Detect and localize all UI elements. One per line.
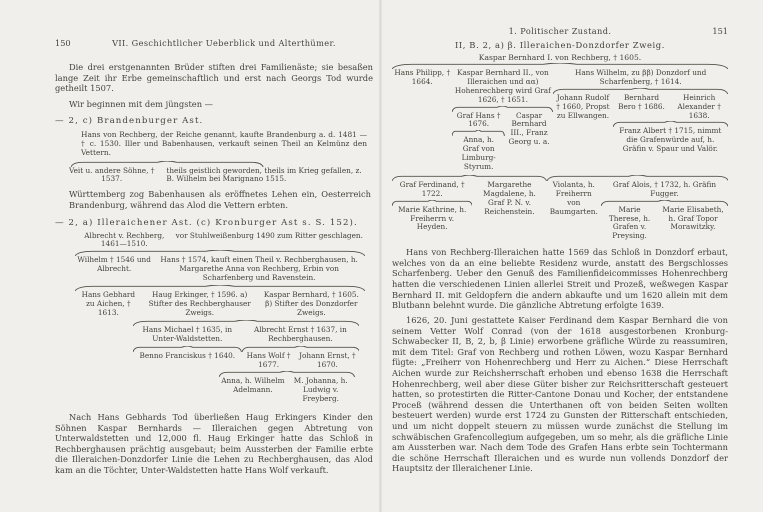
tree-cell-albrecht: Albrecht v. Rechberg, 1461—1510. bbox=[84, 230, 165, 249]
tree-cell-hans-wilhelm: Hans Wilhelm, zu ββ) Donzdorf und Scharfenberg, † 1614. bbox=[574, 68, 707, 86]
page-number-right: 151 bbox=[712, 26, 728, 36]
heading-illeraichener-ast: — 2, a) Illeraichener Ast. (c) Kronburger Ast s. S. 152). bbox=[55, 217, 358, 228]
tree-cell-haug-erkinger: Haug Erkinger, † 1596. a) Stifter des Rechberghauser Zweigs. bbox=[148, 290, 251, 317]
tree-cell-marie-kathrine: Marie Kathrine, h. Freiherrn v. Heyden. bbox=[398, 204, 467, 232]
tree-cell-graf-hans: Graf Hans † 1676. bbox=[456, 110, 501, 129]
right-page bbox=[392, 0, 728, 512]
tree-cell-albrecht-note: vor Stuhlweißenburg 1490 zum Ritter geschlagen. bbox=[175, 230, 363, 240]
tree-cell-anna-limburg-styrum: Anna, h. Graf von Limburg-Styrum. bbox=[461, 135, 496, 172]
tree-cell-hans-philipp: Hans Philipp, † 1664. bbox=[394, 68, 451, 86]
paragraph-nach-hans-gebhards-tod: Nach Hans Gebhards Tod überließen Haug Erkingers Kinder den Söhnen Kaspar Bernhards — Illeraichen gegen Abtretung von Unterwaldstetten und 12,000 fl. Haug Erkinger hatte das Schloß in Rechberghausen prächtig ausgebaut; beim Aussterben der Familie erbte die Illeraichen-Donzdorfer Linie die Lehen zu Rechberghausen, das Alod kam an die Töchter, Unter-Waldstetten hatte Hans Wolf verkauft. bbox=[55, 411, 373, 475]
tree-cell-anna-adelmann: Anna, h. Wilhelm Adelmann. bbox=[221, 376, 285, 395]
tree-cell-violanta: Violanta, h. Freiherrn von Baumgarten. bbox=[549, 179, 598, 216]
tree-cell-caspar-bernhard-iii: Caspar Bernhard III., Franz Georg u. a. bbox=[508, 110, 550, 147]
heading-brandenburger-ast: — 2, c) Brandenburger Ast. bbox=[55, 115, 204, 126]
tree-cell-kaspar-bernhard: Kaspar Bernhard, † 1605. β) Stifter des Donzdorfer Zweigs. bbox=[263, 290, 359, 317]
tree-cell-bernhard-bero: Bernhard Bero † 1686. bbox=[618, 92, 665, 111]
paragraph-wuerttemberg: Württemberg zog Babenhausen als eröffnetes Lehen ein, Oesterreich Brandenburg, während das Alod die Vettern erbten. bbox=[69, 189, 371, 210]
tree-root-kaspar-bernhard-i: Kaspar Bernhard I. von Rechberg, † 1605. bbox=[478, 53, 642, 62]
tree-cell-hans-michael: Hans Michael † 1635, in Unter-Waldstetten. bbox=[142, 324, 233, 343]
tree-cell-heinrich-alexander: Heinrich Alexander † 1638. bbox=[677, 92, 721, 120]
tree-cell-hans-wolf: Hans Wolf † 1677. bbox=[246, 351, 291, 370]
running-title-left: VII. Geschichtlicher Ueberblick und Alterthümer. bbox=[112, 38, 336, 48]
tree-cell-johann-rudolf: Johann Rudolf † 1660, Propst zu Ellwangen. bbox=[556, 92, 610, 120]
tree-cell-hans-1574: Hans † 1574, kauft einen Theil v. Rechberghausen, h. Margarethe Anna von Rechberg, Erbin von Scharfenberg und Ravenstein. bbox=[160, 255, 358, 283]
tree-cell-franz-albert: Franz Albert † 1715, nimmt die Grafenwürde auf, h. Gräfin v. Spaur und Valör. bbox=[619, 126, 722, 154]
page-number-left: 150 bbox=[55, 38, 71, 48]
left-page bbox=[55, 0, 373, 512]
paragraph-family-branches: Die drei erstgenannten Brüder stiften drei Familienäste; sie besaßen lange Zeit ihr Erbe gemeinschaftlich und erst nach Georgs Tod wurde getheilt 1507. bbox=[55, 62, 373, 94]
paragraph-kaiser-ferdinand-1626: 1626, 20. Juni gestattete Kaiser Ferdinand dem Kaspar Bernhard die von seinem Vetter Wolf Conrad (von der 1618 ausgestorbenen Kronburg-Schwabecker II, B, 2, b, β Linie) erworbene gräfliche Würde zu reassumiren, mit dem Titel: Graf von Rechberg und rothen Löwen, wozu Kaspar Bernhard fügte: „Freiherr von Hohenrechberg und Herr zu Aichen.“ Diese Herrschaft Aichen wurde zur Reichsherrschaft erhoben und ebenso 1638 die Herrschaft Hohenrechberg, weil aber diese Güter bisher zur Reichsritterschaft gesteuert hatten, so protestirten die Ritter-Cantone Donau und Kocher, der entstandene Proceß (während dessen die Unterthanen oft von beiden Seiten wollten besteuert werden) wurde erst 1724 zu Gunsten der Ritterschaft entschieden, und um nicht doppelt steuern zu müssen wurde zunächst die Stellung im schwäbischen Grafencollegium aufgegeben, um so mehr, als die gräfliche Linie am Aussterben war. Nach dem Tode des Grafen Hans erbte sein Tochtermann die schöne Herrschaft Illeraichen und es wurde nun vollends Donzdorf der Hauptsitz der Illeraichener Linie. bbox=[392, 314, 728, 474]
tree-cell-wilhelm-albrecht: Wilhelm † 1546 und Albrecht. bbox=[77, 255, 151, 274]
tree-cell-veit: Veit u. andere Söhne, † 1537. bbox=[68, 165, 155, 184]
tree-cell-johann-ernst: Johann Ernst, † 1670. bbox=[299, 351, 356, 370]
paragraph-donzdorf-residenz: Hans von Rechberg-Illeraichen hatte 1569 das Schloß in Donzdorf erbaut, welches von da an eine beliebte Residenz wurde, anstatt des Bergschlosses Scharfenberg. Ueber den Genuß des Familienfideicommisses Hohenrechberg hatten die verschiedenen Linien allerlei Streit und Prozeß, weßwegen Kaspar Bernhard II. mit Geldopfern die andern abkaufte und um 1620 allein mit dem Blutbann belehnt wurde. Die gänzliche Abtretung erfolgte 1639. bbox=[392, 247, 728, 311]
running-title-right: 1. Politischer Zustand. bbox=[508, 26, 612, 36]
page-gutter-shadow bbox=[379, 0, 382, 512]
tree-cell-marie-therese: Marie Therese, h. Grafen v. Preysing. bbox=[608, 204, 651, 241]
tree-cell-graf-alois: Graf Alois, † 1732, h. Gräfin Fugger. bbox=[612, 179, 717, 198]
note-hans-von-rechberg: Hans von Rechberg, der Reiche genannt, kaufte Brandenburg a. d. 1481 — † c. 1530. Iller und Babenhausen, verkauft seinen Theil an Kelmünz den Vettern. bbox=[81, 129, 367, 158]
tree-cell-veit-note: theils geistlich geworden, theils im Krieg gefallen, z. B. Wilhelm bei Marignano 1515. bbox=[166, 165, 362, 184]
tree-cell-margarethe-magdalene: Margarethe Magdalene, h. Graf P. N. v. Reichenstein. bbox=[483, 179, 536, 216]
tree-cell-graf-ferdinand: Graf Ferdinand, † 1722. bbox=[399, 179, 465, 198]
tree-cell-m-johanna: M. Johanna, h. Ludwig v. Freyberg. bbox=[293, 376, 348, 404]
heading-illeraichen-donzdorfer-zweig: II, B. 2, a) β. Illeraichen-Donzdorfer Zweig. bbox=[454, 40, 666, 50]
tree-cell-kaspar-bernhard-ii: Kaspar Bernhard II., von Illeraichen und αα) Hohenrechberg wird Graf 1626, † 1651. bbox=[454, 68, 551, 104]
line-wir-beginnen: Wir beginnen mit dem jüngsten — bbox=[69, 98, 213, 109]
tree-cell-albrecht-ernst: Albrecht Ernst † 1637, in Rechberghausen. bbox=[253, 324, 347, 343]
tree-cell-marie-elisabeth: Marie Elisabeth, h. Graf Topor Morawitzky. bbox=[662, 204, 724, 232]
tree-cell-hans-gebhard: Hans Gebhard zu Aichen, † 1613. bbox=[81, 290, 136, 317]
tree-cell-benno-franciskus: Benno Franciskus † 1640. bbox=[139, 351, 236, 361]
